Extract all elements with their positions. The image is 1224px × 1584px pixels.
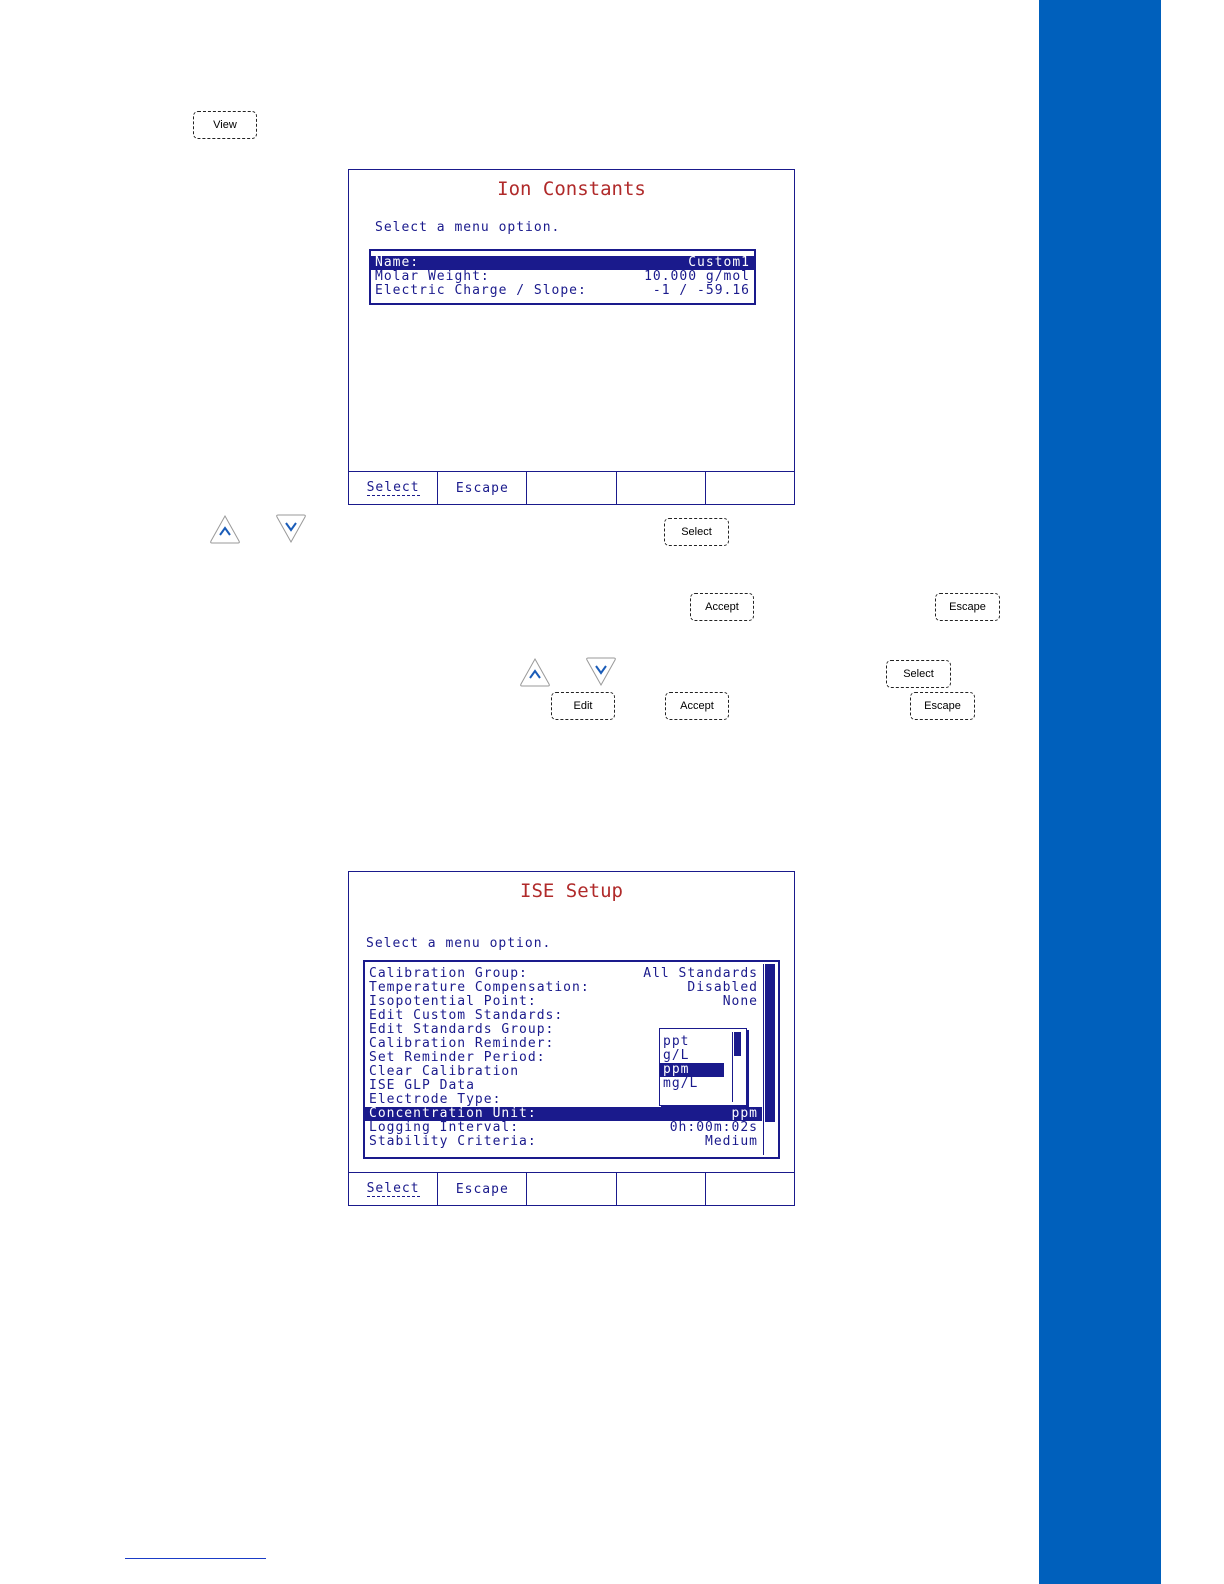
row-label: Isopotential Point: (369, 994, 537, 1009)
row-label: Name: (375, 255, 420, 270)
escape-key: Escape (935, 593, 1000, 621)
row-label: Electric Charge / Slope: (375, 283, 587, 298)
ion-menu (369, 249, 756, 305)
menu-row[interactable] (365, 995, 762, 1009)
softkey-escape[interactable]: Escape (438, 472, 527, 504)
row-label: ISE GLP Data (369, 1078, 475, 1093)
row-label: Calibration Reminder: (369, 1036, 555, 1051)
softkey-5[interactable] (706, 1173, 794, 1205)
dropdown-scrollbar[interactable] (732, 1032, 742, 1102)
menu-row[interactable] (365, 967, 762, 981)
softkey-bar (349, 471, 794, 504)
row-label: Set Reminder Period: (369, 1050, 546, 1065)
scroll-thumb[interactable] (765, 964, 775, 1122)
softkey-5[interactable] (706, 472, 794, 504)
row-value: None (722, 994, 758, 1009)
row-label: Edit Standards Group: (369, 1022, 555, 1037)
row-value: ppm (731, 1106, 758, 1121)
unit-option-selected[interactable]: ppm (660, 1063, 724, 1077)
menu-row-concentration-unit[interactable] (365, 1107, 762, 1121)
select-key-2: Select (886, 660, 951, 688)
edit-key: Edit (551, 692, 615, 720)
down-arrow-key-icon (585, 657, 617, 687)
down-arrow-key-icon (275, 514, 307, 544)
ise-setup-screen (348, 871, 795, 1206)
softkey-select[interactable]: Select (349, 1173, 438, 1205)
unit-option[interactable]: ppt (663, 1034, 690, 1049)
menu-row[interactable] (365, 1121, 762, 1135)
row-label: Logging Interval: (369, 1120, 520, 1135)
row-label: Concentration Unit: (369, 1106, 537, 1121)
softkey-bar (349, 1172, 794, 1205)
footnote-separator (125, 1558, 266, 1559)
row-label: Clear Calibration (369, 1064, 520, 1079)
escape-key-2: Escape (910, 692, 975, 720)
accept-key-2: Accept (665, 692, 729, 720)
menu-row-name[interactable] (371, 256, 754, 270)
row-value: 0h:00m:02s (669, 1120, 758, 1135)
menu-row-molar-weight[interactable] (371, 270, 754, 284)
unit-option[interactable]: mg/L (663, 1076, 699, 1091)
up-arrow-key-icon (209, 514, 241, 544)
side-band (1039, 0, 1161, 1584)
unit-dropdown[interactable] (659, 1028, 747, 1106)
up-arrow-key-icon (519, 657, 551, 687)
row-value: Custom1 (688, 255, 750, 270)
row-value: 10.000 g/mol (644, 269, 750, 284)
dropdown-scroll-thumb[interactable] (734, 1032, 741, 1056)
softkey-4[interactable] (617, 472, 706, 504)
softkey-select[interactable]: Select (349, 472, 438, 504)
view-key: View (193, 111, 257, 139)
row-value: Disabled (687, 980, 758, 995)
screen-prompt: Select a menu option. (375, 220, 561, 235)
select-key: Select (664, 518, 729, 546)
row-label: Edit Custom Standards: (369, 1008, 564, 1023)
softkey-escape[interactable]: Escape (438, 1173, 527, 1205)
row-label: Stability Criteria: (369, 1134, 537, 1149)
unit-option[interactable]: g/L (663, 1048, 690, 1063)
row-label: Electrode Type: (369, 1092, 502, 1107)
softkey-3[interactable] (527, 472, 616, 504)
softkey-4[interactable] (617, 1173, 706, 1205)
menu-row[interactable] (365, 981, 762, 995)
menu-row[interactable] (365, 1009, 762, 1023)
row-value: Medium (705, 1134, 758, 1149)
menu-row[interactable] (365, 1135, 762, 1149)
menu-scrollbar[interactable] (763, 964, 776, 1155)
screen-prompt: Select a menu option. (366, 936, 552, 951)
ion-constants-screen (348, 169, 795, 505)
screen-title: Ion Constants (497, 178, 646, 200)
row-value: -1 / -59.16 (652, 283, 750, 298)
menu-row-electric-charge[interactable] (371, 284, 754, 298)
row-value: All Standards (643, 966, 758, 981)
accept-key: Accept (690, 593, 754, 621)
row-label: Molar Weight: (375, 269, 490, 284)
softkey-3[interactable] (527, 1173, 616, 1205)
screen-title: ISE Setup (520, 880, 623, 902)
row-label: Temperature Compensation: (369, 980, 590, 995)
row-label: Calibration Group: (369, 966, 528, 981)
